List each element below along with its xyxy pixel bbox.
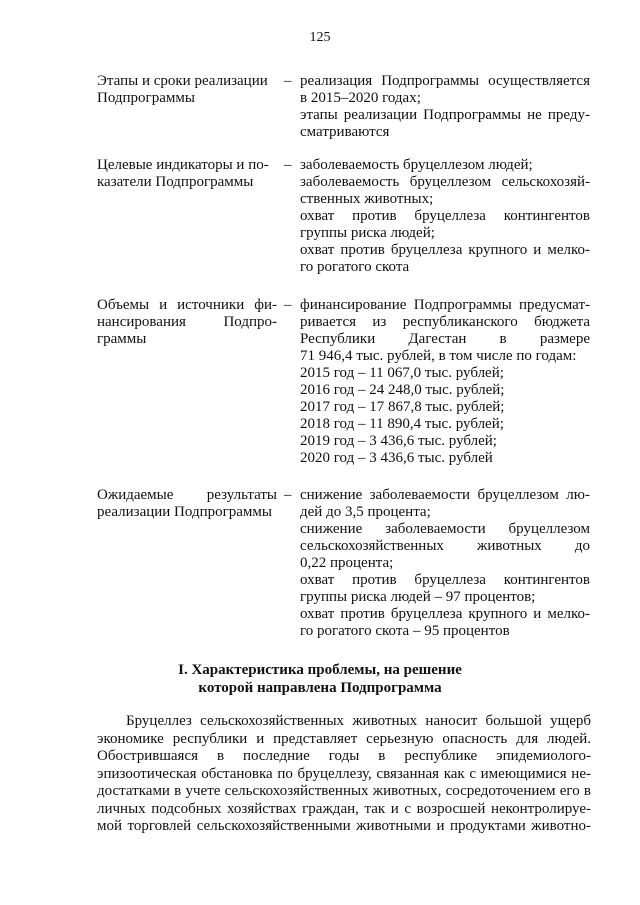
- value-line: сматриваются: [300, 124, 390, 140]
- label-line: граммы: [97, 331, 147, 347]
- row-label: [97, 73, 277, 107]
- label-line: реализации Подпрограммы: [97, 504, 272, 520]
- value-line: 2019 год – 3 436,6 тыс. рублей;: [300, 433, 497, 449]
- heading-line: которой направлена Подпрограмма: [198, 680, 442, 696]
- value-line: ственных животных;: [300, 191, 434, 207]
- value-line: сельскохозяйственных животных до: [300, 538, 590, 554]
- value-line: го рогатого скота – 95 процентов: [300, 623, 510, 639]
- label-line: Этапы и сроки реализации: [97, 73, 268, 89]
- row-label: [97, 487, 277, 521]
- label-line: нансирования Подпро-: [97, 314, 277, 330]
- body-line: достатками в учете сельскохозяйственных животных, сосредоточением его в: [97, 783, 591, 799]
- label-line: Целевые индикаторы и по-: [97, 157, 269, 173]
- value-line: Республики Дагестан в размере: [300, 331, 590, 347]
- page-number: 125: [309, 30, 331, 45]
- value-line: 2020 год – 3 436,6 тыс. рублей: [300, 450, 493, 466]
- value-line: снижение заболеваемости бруцеллезом лю-: [300, 487, 590, 503]
- row-value: [300, 487, 590, 640]
- row-value: [300, 297, 590, 467]
- row-dash: –: [284, 487, 292, 503]
- heading-line: I. Характеристика проблемы, на решение: [178, 662, 462, 678]
- value-line: 2017 год – 17 867,8 тыс. рублей;: [300, 399, 505, 415]
- value-line: 2016 год – 24 248,0 тыс. рублей;: [300, 382, 505, 398]
- value-line: охват против бруцеллеза крупного и мелко-: [300, 606, 590, 622]
- value-line: 0,22 процента;: [300, 555, 394, 571]
- label-line: Ожидаемые результаты: [97, 487, 277, 503]
- value-line: финансирование Подпрограммы предусмат-: [300, 297, 590, 313]
- value-line: дей до 3,5 процента;: [300, 504, 431, 520]
- value-line: 2015 год – 11 067,0 тыс. рублей;: [300, 365, 504, 381]
- body-line: экономике республики и представляет серьезную опасность для людей.: [97, 730, 591, 747]
- value-line: этапы реализации Подпрограммы не преду-: [300, 107, 590, 123]
- value-line: реализация Подпрограммы осуществляется: [300, 73, 590, 89]
- body-line: эпизоотическая обстановка по бруцеллезу, связанная как с имеющимися не-: [97, 765, 591, 782]
- value-line: заболеваемость бруцеллезом сельскохозяй-: [300, 174, 590, 190]
- row-label: [97, 297, 277, 348]
- label-line: казатели Подпрограммы: [97, 174, 254, 190]
- value-line: заболеваемость бруцеллезом людей;: [300, 157, 533, 173]
- value-line: го рогатого скота: [300, 259, 410, 275]
- value-line: охват против бруцеллеза контингентов: [300, 572, 590, 588]
- value-line: ривается из республиканского бюджета: [300, 314, 590, 330]
- section-heading: [0, 661, 640, 697]
- label-line: Подпрограммы: [97, 90, 195, 106]
- row-dash: –: [284, 157, 292, 173]
- row-value: [300, 157, 590, 276]
- value-line: охват против бруцеллеза крупного и мелко-: [300, 242, 590, 258]
- row-dash: –: [284, 297, 292, 313]
- body-line: Бруцеллез сельскохозяйственных животных наносит большой ущерб: [126, 713, 591, 729]
- value-line: 71 946,4 тыс. рублей, в том числе по годам:: [300, 348, 577, 364]
- row-label: [97, 157, 277, 191]
- row-dash: –: [284, 73, 292, 89]
- body-line: мой торговлей сельскохозяйственными животными и продуктами животно-: [97, 818, 591, 834]
- value-line: группы риска людей;: [300, 225, 435, 241]
- body-line: Обострившаяся в последние годы в республике эпидемиолого-: [97, 748, 591, 764]
- value-line: 2018 год – 11 890,4 тыс. рублей;: [300, 416, 504, 432]
- row-value: [300, 73, 590, 141]
- value-line: охват против бруцеллеза контингентов: [300, 208, 590, 224]
- body-line: личных подсобных хозяйствах граждан, так и с возросшей неконтролируе-: [97, 800, 591, 817]
- body-paragraph: [97, 713, 591, 836]
- value-line: снижение заболеваемости бруцеллезом: [300, 521, 590, 537]
- label-line: Объемы и источники фи-: [97, 297, 277, 313]
- value-line: группы риска людей – 97 процентов;: [300, 589, 536, 605]
- value-line: в 2015–2020 годах;: [300, 90, 421, 106]
